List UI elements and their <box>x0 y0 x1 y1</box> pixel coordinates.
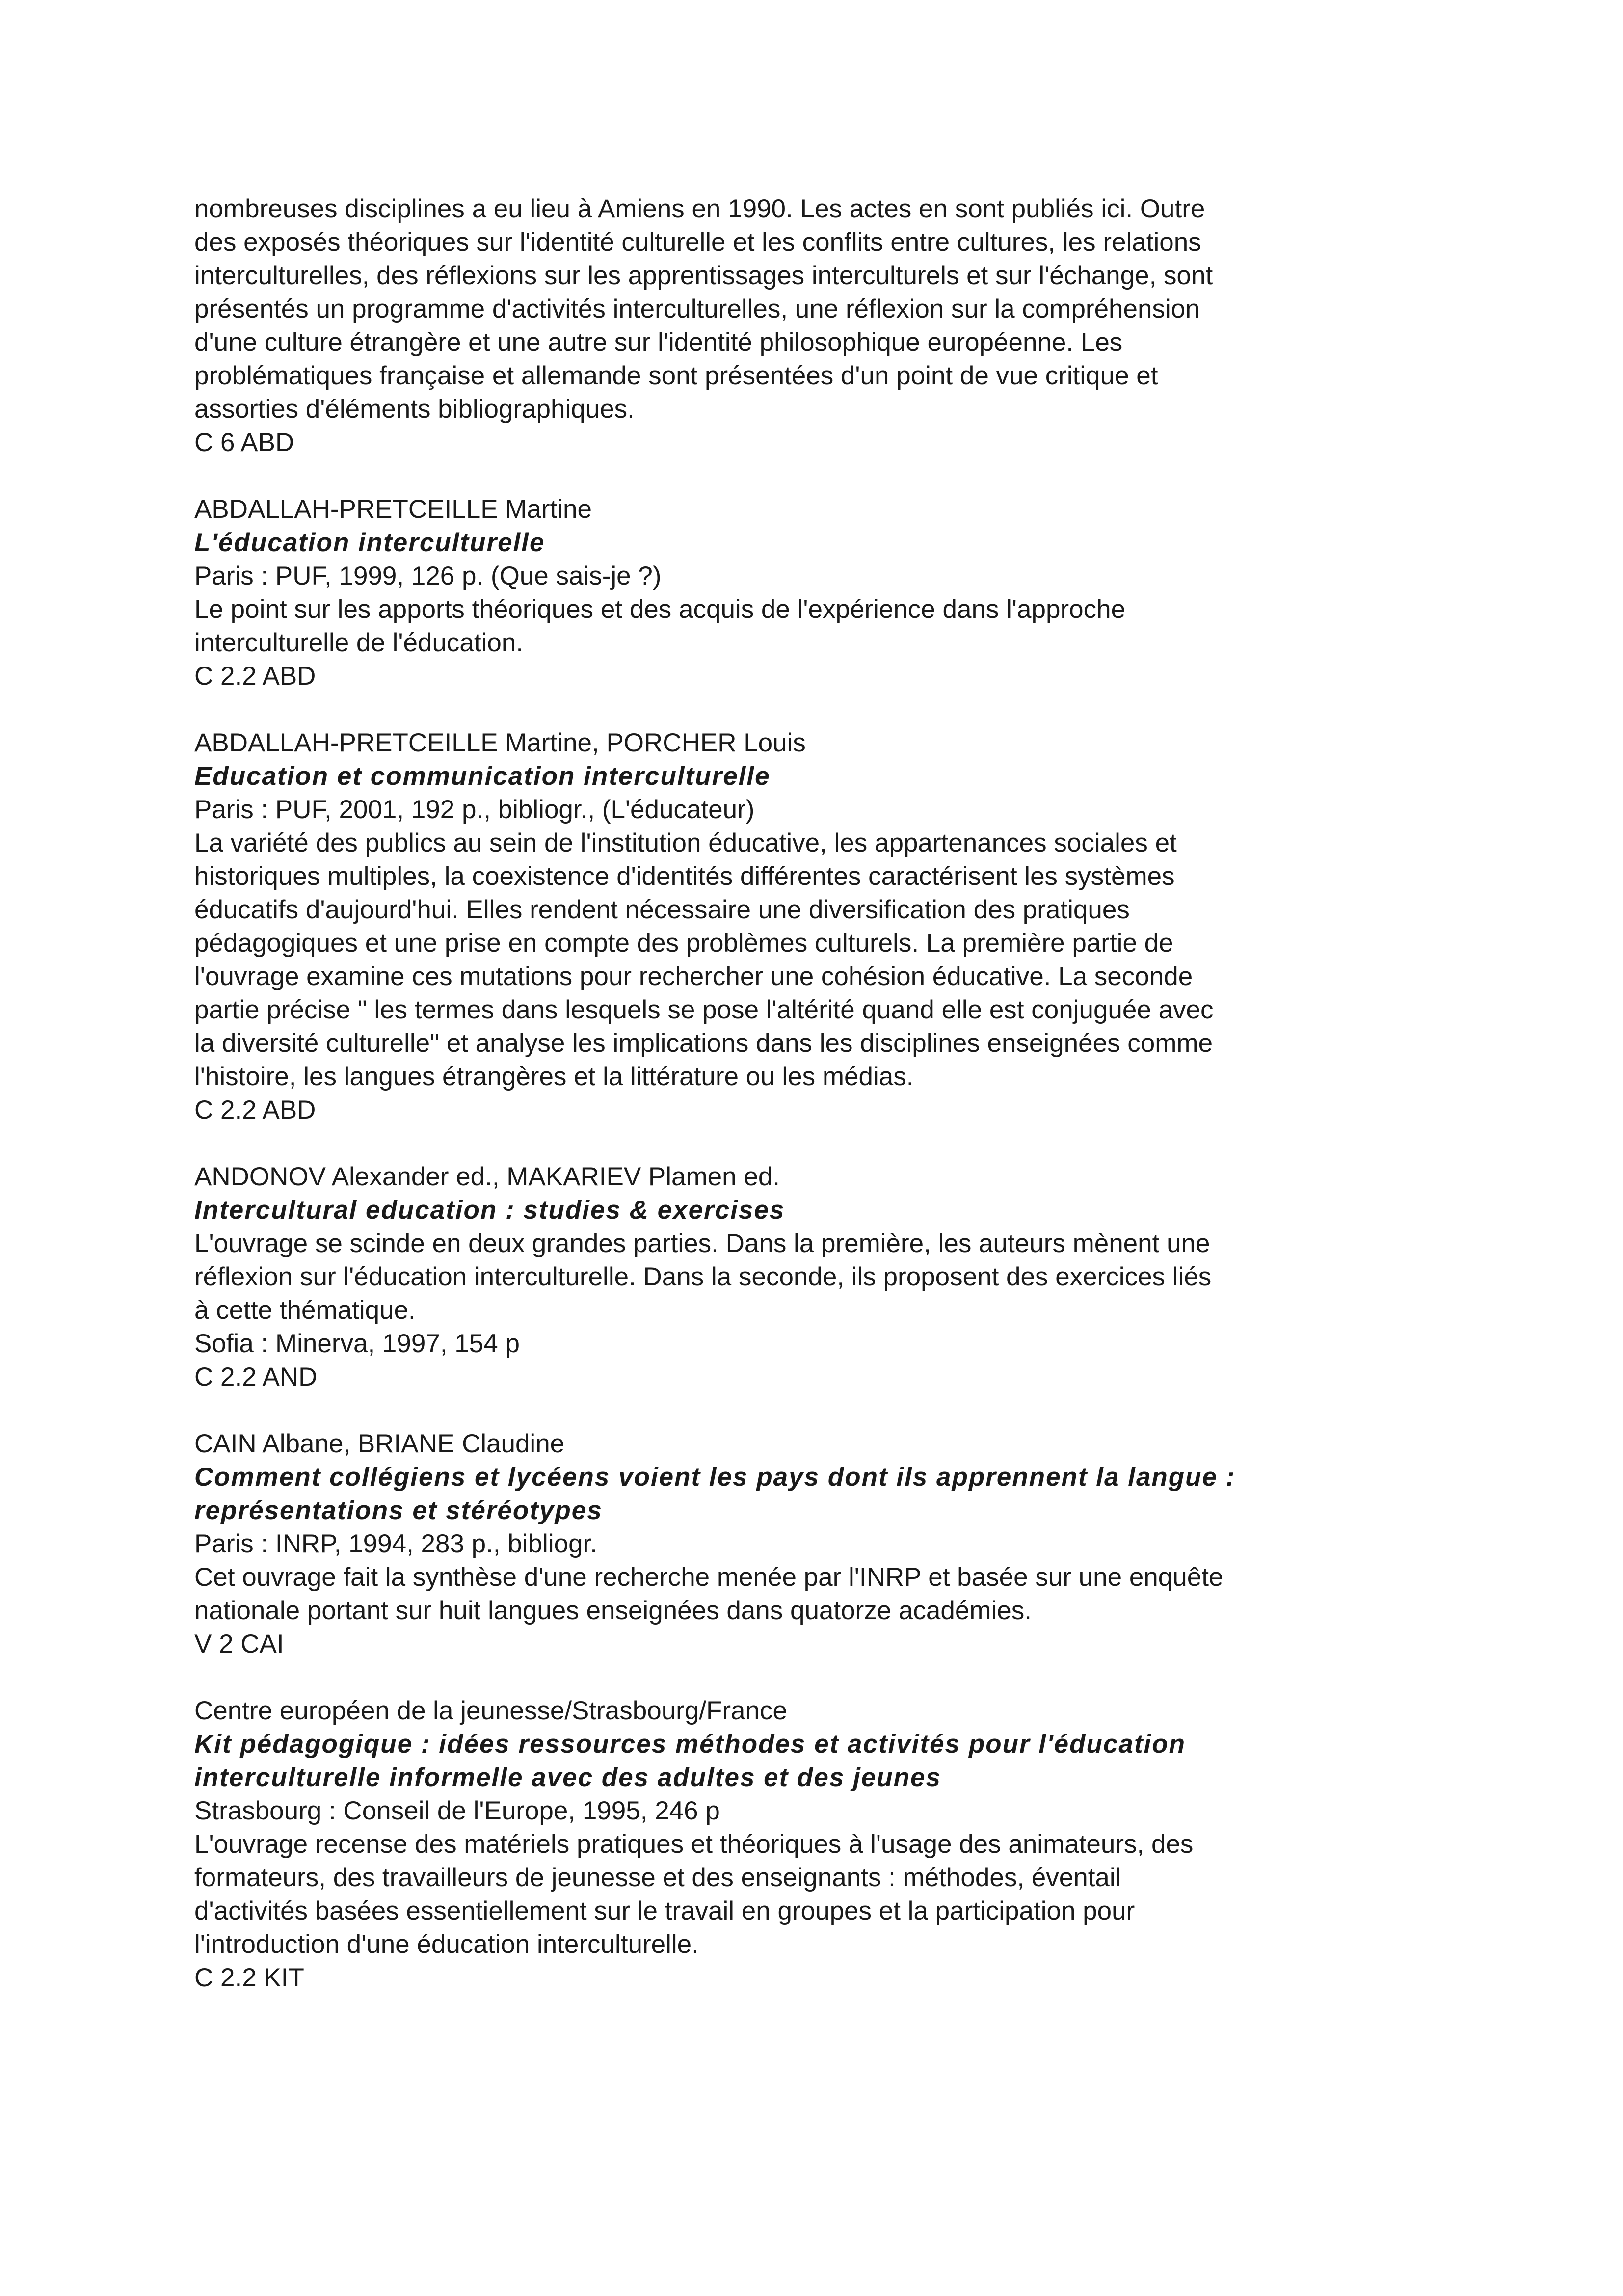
call-number: C 2.2 ABD <box>194 662 316 691</box>
entry-text-line: l'introduction d'une éducation interculturelle. <box>194 1930 699 1959</box>
entry-text-line: l'histoire, les langues étrangères et la littérature ou les médias. <box>194 1062 914 1091</box>
entry-title: représentations et stéréotypes <box>194 1496 603 1525</box>
entry-text-line: L'ouvrage se scinde en deux grandes parties. Dans la première, les auteurs mènent une <box>194 1229 1210 1258</box>
call-number: C 6 ABD <box>194 428 294 457</box>
entry-text-line: l'ouvrage examine ces mutations pour rechercher une cohésion éducative. La seconde <box>194 962 1193 991</box>
entry-text-line: formateurs, des travailleurs de jeunesse et des enseignants : méthodes, éventail <box>194 1863 1121 1892</box>
bibliography-entry <box>194 1427 1461 1661</box>
bibliography-entry <box>194 726 1461 1127</box>
entry-text-line: La variété des publics au sein de l'institution éducative, les appartenances sociales et <box>194 828 1177 857</box>
entry-text-line: Paris : PUF, 2001, 192 p., bibliogr., (L'éducateur) <box>194 795 755 824</box>
entry-text-line: pédagogiques et une prise en compte des problèmes culturels. La première partie de <box>194 929 1173 958</box>
entry-text-line: nationale portant sur huit langues enseignées dans quatorze académies. <box>194 1596 1032 1625</box>
entry-text-line: Strasbourg : Conseil de l'Europe, 1995, 246 p <box>194 1796 720 1825</box>
entry-text-line: la diversité culturelle" et analyse les implications dans les disciplines enseignées comme <box>194 1029 1213 1058</box>
abstract-line: d'une culture étrangère et une autre sur l'identité philosophique européenne. Les <box>194 328 1123 357</box>
entry-text-line: Paris : INRP, 1994, 283 p., bibliogr. <box>194 1529 598 1558</box>
entry-title: Intercultural education : studies & exercises <box>194 1196 785 1225</box>
call-number: C 2.2 KIT <box>194 1963 304 1992</box>
abstract-line: présentés un programme d'activités interculturelles, une réflexion sur la compréhension <box>194 294 1200 323</box>
entry-text-line: historiques multiples, la coexistence d'identités différentes caractérisent les systèmes <box>194 862 1175 891</box>
entry-text-line: d'activités basées essentiellement sur le travail en groupes et la participation pour <box>194 1896 1135 1925</box>
call-number: V 2 CAI <box>194 1629 284 1658</box>
bibliography-entry <box>194 493 1461 693</box>
entry-author: Centre européen de la jeunesse/Strasbourg/France <box>194 1696 787 1725</box>
call-number: C 2.2 ABD <box>194 1095 316 1124</box>
bibliography-entry <box>194 1694 1461 1995</box>
call-number: C 2.2 AND <box>194 1362 318 1391</box>
entry-title: interculturelle informelle avec des adultes et des jeunes <box>194 1763 941 1792</box>
abstract-line: problématiques française et allemande sont présentées d'un point de vue critique et <box>194 361 1158 390</box>
document-page <box>194 192 1461 1995</box>
entry-text-line: partie précise " les termes dans lesquels se pose l'altérité quand elle est conjuguée avec <box>194 995 1214 1024</box>
entry-text-line: L'ouvrage recense des matériels pratiques et théoriques à l'usage des animateurs, des <box>194 1830 1194 1859</box>
entry-text-line: éducatifs d'aujourd'hui. Elles rendent nécessaire une diversification des pratiques <box>194 895 1130 924</box>
entry-text-line: Sofia : Minerva, 1997, 154 p <box>194 1329 520 1358</box>
entry-title: Education et communication interculturelle <box>194 762 771 791</box>
entry-text-line: à cette thématique. <box>194 1296 416 1325</box>
abstract-line: assorties d'éléments bibliographiques. <box>194 395 635 424</box>
entry-title: L'éducation interculturelle <box>194 528 545 557</box>
entry-text-line: Paris : PUF, 1999, 126 p. (Que sais-je ?) <box>194 561 662 590</box>
entry-title: Comment collégiens et lycéens voient les pays dont ils apprennent la langue : <box>194 1463 1236 1492</box>
entry-author: ANDONOV Alexander ed., MAKARIEV Plamen ed. <box>194 1162 780 1191</box>
entry-author: CAIN Albane, BRIANE Claudine <box>194 1429 565 1458</box>
abstract-line: interculturelles, des réflexions sur les apprentissages interculturels et sur l'échange, sont <box>194 261 1213 290</box>
entry-title: Kit pédagogique : idées ressources méthodes et activités pour l'éducation <box>194 1730 1186 1759</box>
abstract-line: des exposés théoriques sur l'identité culturelle et les conflits entre cultures, les relations <box>194 228 1201 257</box>
entry-author: ABDALLAH-PRETCEILLE Martine, PORCHER Louis <box>194 728 806 757</box>
entry-text-line: réflexion sur l'éducation interculturelle. Dans la seconde, ils proposent des exercices liés <box>194 1262 1212 1291</box>
intro-block <box>194 192 1461 459</box>
entry-text-line: Cet ouvrage fait la synthèse d'une recherche menée par l'INRP et basée sur une enquête <box>194 1563 1224 1592</box>
entry-text-line: interculturelle de l'éducation. <box>194 628 524 657</box>
entry-text-line: Le point sur les apports théoriques et des acquis de l'expérience dans l'approche <box>194 595 1126 624</box>
abstract-line: nombreuses disciplines a eu lieu à Amiens en 1990. Les actes en sont publiés ici. Outre <box>194 194 1205 223</box>
entry-author: ABDALLAH-PRETCEILLE Martine <box>194 495 592 524</box>
bibliography-entry <box>194 1160 1461 1394</box>
